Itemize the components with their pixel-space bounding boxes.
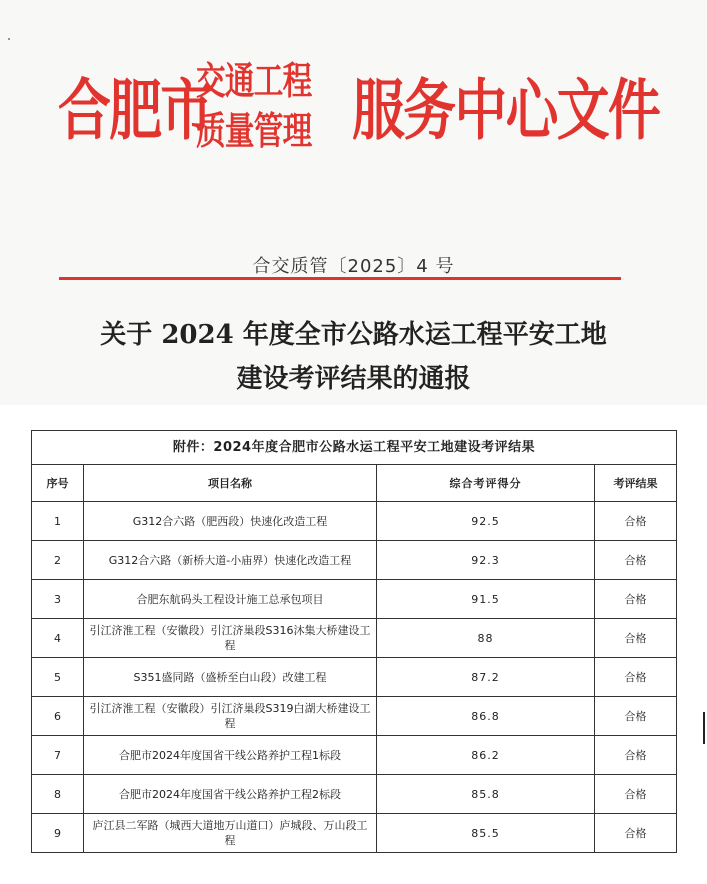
- score: 86.8: [377, 697, 595, 735]
- masthead-left: 合肥市: [58, 71, 212, 149]
- score: 92.5: [377, 502, 595, 540]
- row-number: 7: [32, 736, 84, 774]
- result: 合格: [624, 515, 647, 528]
- red-masthead: [0, 58, 707, 168]
- project-name: 合肥市2024年度国省干线公路养护工程1标段: [84, 736, 377, 774]
- table-row: [32, 775, 676, 814]
- row-number: 5: [32, 658, 84, 696]
- project-name: 合肥东航码头工程设计施工总承包项目: [84, 580, 377, 618]
- result: 合格: [624, 554, 647, 567]
- col-header-name: 项目名称: [84, 465, 377, 501]
- document-title: [0, 313, 707, 401]
- project-name: S351盛同路（盛桥至白山段）改建工程: [84, 658, 377, 696]
- score: 86.2: [377, 736, 595, 774]
- row-number: 8: [32, 775, 84, 813]
- scan-edge-mark: [703, 712, 705, 744]
- results-table: [31, 430, 677, 853]
- score: 87.2: [377, 658, 595, 696]
- table-row: [32, 736, 676, 775]
- table-row: [32, 541, 676, 580]
- project-name: 庐江县二军路（城西大道地万山道口）庐城段、万山段工程: [84, 814, 377, 852]
- row-number: 6: [32, 697, 84, 735]
- red-divider: [59, 277, 621, 280]
- row-number: 2: [32, 541, 84, 579]
- row-number: 9: [32, 814, 84, 852]
- result: 合格: [624, 710, 647, 723]
- title-line1: 关于 2024 年度全市公路水运工程平安工地: [100, 320, 607, 350]
- table-header-row: [32, 465, 676, 502]
- scan-speck: [8, 38, 10, 40]
- masthead-middle-line1: 交通工程: [196, 58, 312, 103]
- project-name: 引江济淮工程（安徽段）引江济巢段S316沐集大桥建设工程: [84, 619, 377, 657]
- table-row: [32, 697, 676, 736]
- table-row: [32, 658, 676, 697]
- result: 合格: [624, 788, 647, 801]
- row-number: 1: [32, 502, 84, 540]
- row-number: 3: [32, 580, 84, 618]
- table-body: [32, 502, 676, 853]
- col-header-score: 综合考评得分: [377, 465, 595, 501]
- score: 88: [377, 619, 595, 657]
- result: 合格: [624, 827, 647, 840]
- score: 85.8: [377, 775, 595, 813]
- result: 合格: [624, 749, 647, 762]
- score: 91.5: [377, 580, 595, 618]
- score: 85.5: [377, 814, 595, 852]
- table-row: [32, 502, 676, 541]
- title-line2: 建设考评结果的通报: [236, 364, 471, 394]
- col-header-result: 考评结果: [613, 477, 658, 490]
- document-number: 合交质管〔2025〕4 号: [252, 256, 455, 277]
- result: 合格: [624, 593, 647, 606]
- table-row: [32, 619, 676, 658]
- table-caption: 附件：2024年度合肥市公路水运工程平安工地建设考评结果: [32, 431, 676, 465]
- row-number: 4: [32, 619, 84, 657]
- col-header-no: 序号: [32, 465, 84, 501]
- score: 92.3: [377, 541, 595, 579]
- table-row: [32, 580, 676, 619]
- project-name: G312合六路（肥西段）快速化改造工程: [84, 502, 377, 540]
- project-name: G312合六路（新桥大道-小庙界）快速化改造工程: [84, 541, 377, 579]
- table-row: [32, 814, 676, 853]
- masthead-right: 服务中心文件: [352, 71, 660, 149]
- result: 合格: [624, 632, 647, 645]
- masthead-middle-line2: 质量管理: [196, 108, 312, 153]
- result: 合格: [624, 671, 647, 684]
- project-name: 合肥市2024年度国省干线公路养护工程2标段: [84, 775, 377, 813]
- project-name: 引江济淮工程（安徽段）引江济巢段S319白湖大桥建设工程: [84, 697, 377, 735]
